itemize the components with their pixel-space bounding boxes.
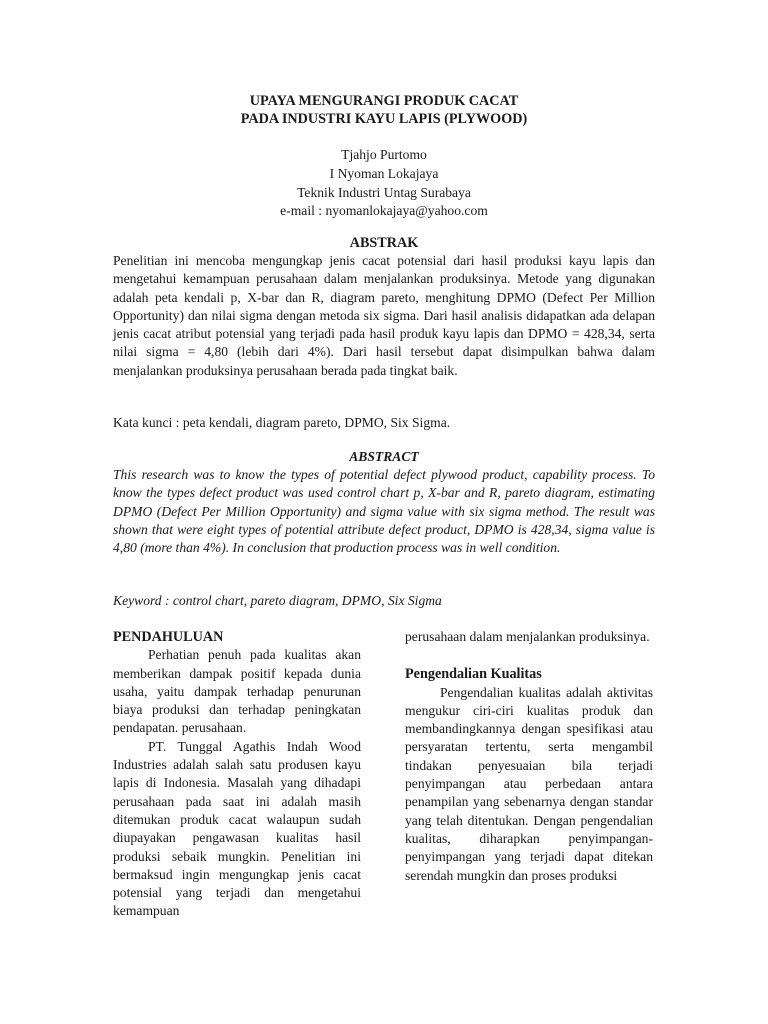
pendahuluan-heading: PENDAHULUAN	[113, 629, 224, 645]
abstract-heading: ABSTRACT	[349, 449, 419, 464]
author-affiliation: Teknik Industri Untag Surabaya	[297, 184, 471, 200]
author-name-2: I Nyoman Lokajaya	[329, 165, 439, 181]
abstrak-heading: ABSTRAK	[349, 235, 419, 251]
pendahuluan-paragraph-1: Perhatian penuh pada kualitas akan memberikan dampak positif kepada dunia usaha, yaitu dampak terhadap penurunan biaya produksi dan terhadap peningkatan pendapatan. perusahaan.	[113, 647, 361, 736]
abstrak-body: Penelitian ini mencoba mengungkap jenis cacat potensial dari hasil produksi kayu lapis dan mengetahui kemampuan perusahaan dalam menjalankan produksinya. Metode yang digunakan adalah peta kendali p, X-bar dan R, diagram pareto, menghitung DPMO (Defect Per Million Opportunity) dan nilai sigma dengan metoda six sigma. Dari hasil analisis didapatkan ada delapan jenis cacat atribut potensial yang terjadi pada hasil produk kayu lapis dan DPMO = 428,34, serta nilai sigma = 4,80 (lebih dari 4%). Dari hasil tersebut dapat disimpulkan bahwa dalam menjalankan produksinya perusahaan berada pada tingkat baik.	[113, 253, 655, 378]
kata-kunci: Kata kunci : peta kendali, diagram pareto, DPMO, Six Sigma.	[113, 415, 451, 430]
pengendalian-paragraph-1: Pengendalian kualitas adalah aktivitas mengukur ciri-ciri kualitas produk dan membandingkannya dengan spesifikasi atau persyaratan tertentu, serta mengambil tindakan penyesuaian bila terjadi penyimpangan atau perbedaan antara penampilan yang sebenarnya dengan standar yang telah ditentukan. Dengan pengendalian kualitas, diharapkan penyimpangan-penyimpangan yang terjadi dapat ditekan serendah mungkin dan proses produksi	[405, 684, 653, 883]
pendahuluan-paragraph-2: PT. Tunggal Agathis Indah Wood Industries adalah salah satu produsen kayu lapis di Indonesia. Masalah yang dihadapi perusahaan pada saat ini adalah masih ditemukan produk cacat walaupun sudah diupayakan pengawasan kualitas hasil produksi sebaik mungkin. Penelitian ini bermaksud ingin mengungkap jenis cacat potensial yang terjadi dan mengetahui kemampuan	[113, 738, 361, 919]
right-column	[405, 628, 653, 885]
title-line-2: PADA INDUSTRI KAYU LAPIS (PLYWOOD)	[240, 111, 528, 128]
paper-title	[0, 92, 768, 129]
keyword-line: Keyword : control chart, pareto diagram, DPMO, Six Sigma	[113, 593, 442, 608]
author-block	[0, 146, 768, 221]
author-email: e-mail : nyomanlokajaya@yahoo.com	[280, 203, 488, 219]
abstract-body: This research was to know the types of potential defect plywood product, capability process. To know the types defect product was used control chart p, X-bar and R, pareto diagram, estimating DPMO (Defect Per Million Opportunity) and sigma value with six sigma method. The result was shown that were eight types of potential attribute defect product, DPMO is 428,34, sigma value is 4,80 (more than 4%). In conclusion that production process was in well condition.	[113, 467, 655, 556]
left-column	[113, 628, 361, 921]
section-gap	[405, 646, 653, 665]
pengendalian-heading: Pengendalian Kualitas	[405, 666, 542, 683]
pendahuluan-continuation: perusahaan dalam menjalankan produksinya.	[405, 629, 650, 644]
title-line-1: UPAYA MENGURANGI PRODUK CACAT	[249, 93, 519, 109]
author-name-1: Tjahjo Purtomo	[341, 147, 427, 162]
